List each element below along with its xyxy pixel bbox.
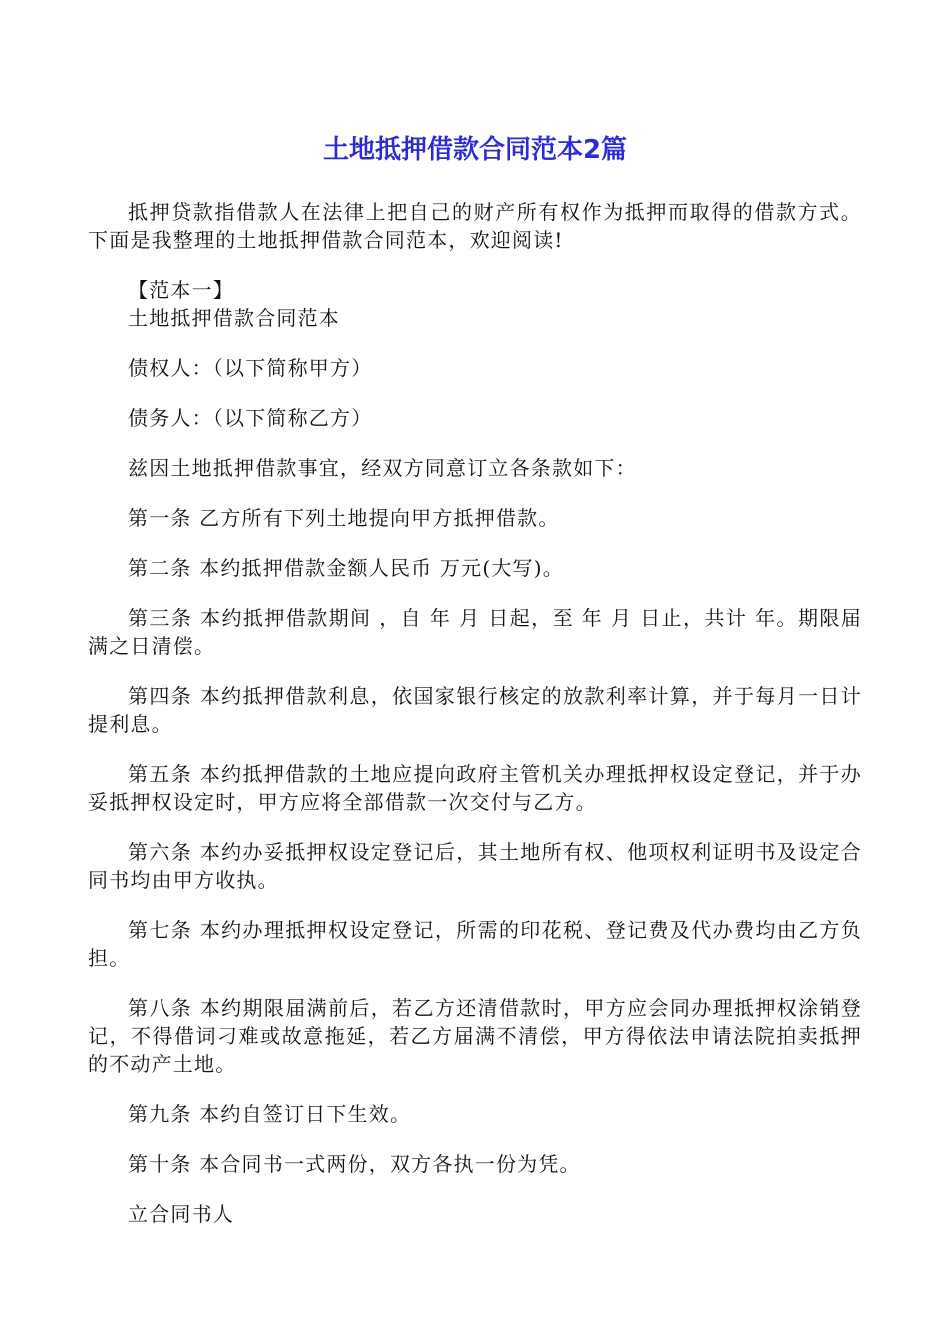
paragraph-contract-title: 土地抵押借款合同范本 bbox=[128, 306, 340, 330]
clause-4: 第四条 本约抵押借款利息，依国家银行核定的放款利率计算，并于每月一日计提利息。 bbox=[88, 684, 862, 736]
clause-9: 第九条 本约自签订日下生效。 bbox=[128, 1102, 412, 1126]
clause-3: 第三条 本约抵押借款期间 ，自 年 月 日起，至 年 月 日止，共计 年。期限届满之日清偿。 bbox=[88, 606, 862, 658]
clause-6: 第六条 本约办妥抵押权设定登记后，其土地所有权、他项权利证明书及设定合同书均由甲方收执。 bbox=[88, 840, 862, 892]
clause-8: 第八条 本约期限届满前后，若乙方还清借款时，甲方应会同办理抵押权涂销登记，不得借词刁难或故意拖延，若乙方届满不清偿，甲方得依法申请法院拍卖抵押的不动产土地。 bbox=[88, 996, 862, 1076]
paragraph-intro: 抵押贷款指借款人在法律上把自己的财产所有权作为抵押而取得的借款方式。下面是我整理的土地抵押借款合同范本，欢迎阅读! bbox=[88, 200, 862, 252]
clause-5: 第五条 本约抵押借款的土地应提向政府主管机关办理抵押权设定登记，并于办妥抵押权设定时，甲方应将全部借款一次交付与乙方。 bbox=[88, 762, 862, 814]
paragraph-sample-label: 【范本一】 bbox=[128, 278, 234, 302]
paragraph-signatory: 立合同书人 bbox=[128, 1202, 234, 1226]
clause-1: 第一条 乙方所有下列土地提向甲方抵押借款。 bbox=[128, 506, 560, 530]
document-title: 土地抵押借款合同范本2篇 bbox=[322, 135, 628, 165]
paragraph-debtor: 债务人：（以下简称乙方） bbox=[128, 406, 373, 430]
clause-10: 第十条 本合同书一式两份，双方各执一份为凭。 bbox=[128, 1152, 581, 1176]
clause-2: 第二条 本约抵押借款金额人民币 万元(大写)。 bbox=[128, 556, 564, 580]
clause-7: 第七条 本约办理抵押权设定登记，所需的印花税、登记费及代办费均由乙方负担。 bbox=[88, 918, 862, 970]
paragraph-creditor: 债权人：（以下简称甲方） bbox=[128, 356, 373, 380]
document-body bbox=[88, 198, 862, 1250]
paragraph-preamble: 兹因土地抵押借款事宜，经双方同意订立各条款如下： bbox=[128, 456, 637, 480]
